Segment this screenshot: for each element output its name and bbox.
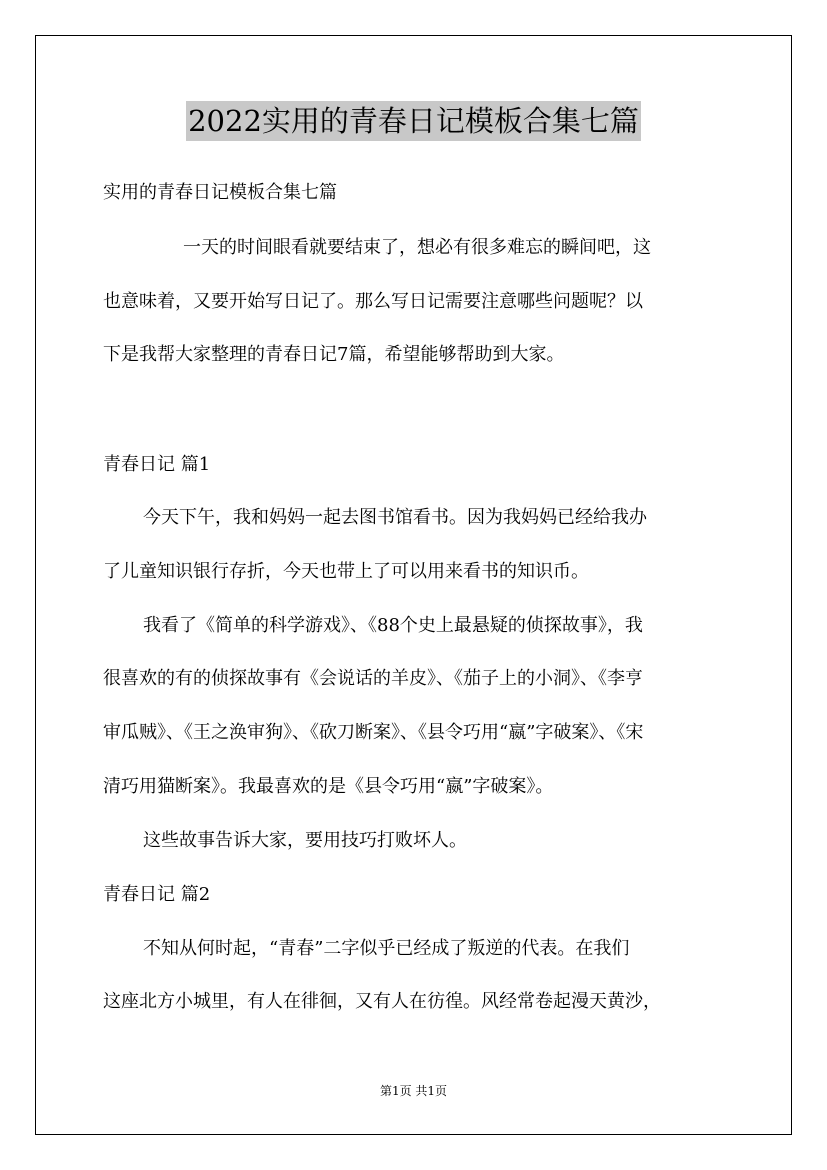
paragraph-line: 不知从何时起，“青春”二字似乎已经成了叛逆的代表。在我们 [143,938,630,959]
paragraph-line: 清巧用猫断案》。我最喜欢的是《县令巧用“嬴”字破案》。 [103,776,554,797]
paragraph-line: 这些故事告诉大家，要用技巧打败坏人。 [143,830,467,851]
section-heading: 青春日记 篇2 [103,884,211,905]
paragraph-line: 了儿童知识银行存折，今天也带上了可以用来看书的知识币。 [103,561,589,582]
section-heading: 青春日记 篇1 [103,454,211,475]
page-footer: 第1页 共1页 [379,1084,448,1098]
document-title-wrap [0,101,827,141]
intro-line: 也意味着，又要开始写日记了。那么写日记需要注意哪些问题呢？以 [103,291,643,312]
paragraph-line: 很喜欢的有的侦探故事有《会说话的羊皮》、《茄子上的小洞》、《李亨 [103,668,643,689]
paragraph-line: 我看了《简单的科学游戏》、《88个史上最悬疑的侦探故事》，我 [143,615,643,636]
document-title: 2022实用的青春日记模板合集七篇 [186,101,641,141]
intro-line: 一天的时间眼看就要结束了，想必有很多难忘的瞬间吧，这 [183,237,651,258]
paragraph-line: 审瓜贼》、《王之涣审狗》、《砍刀断案》、《县令巧用“嬴”字破案》、《宋 [103,722,644,743]
paragraph-line: 这座北方小城里，有人在徘徊，又有人在彷徨。风经常卷起漫天黄沙， [103,991,661,1012]
paragraph-line: 今天下午，我和妈妈一起去图书馆看书。因为我妈妈已经给我办 [143,507,647,528]
document-subtitle: 实用的青春日记模板合集七篇 [103,182,337,203]
intro-line: 下是我帮大家整理的青春日记7篇，希望能够帮助到大家。 [103,344,565,365]
